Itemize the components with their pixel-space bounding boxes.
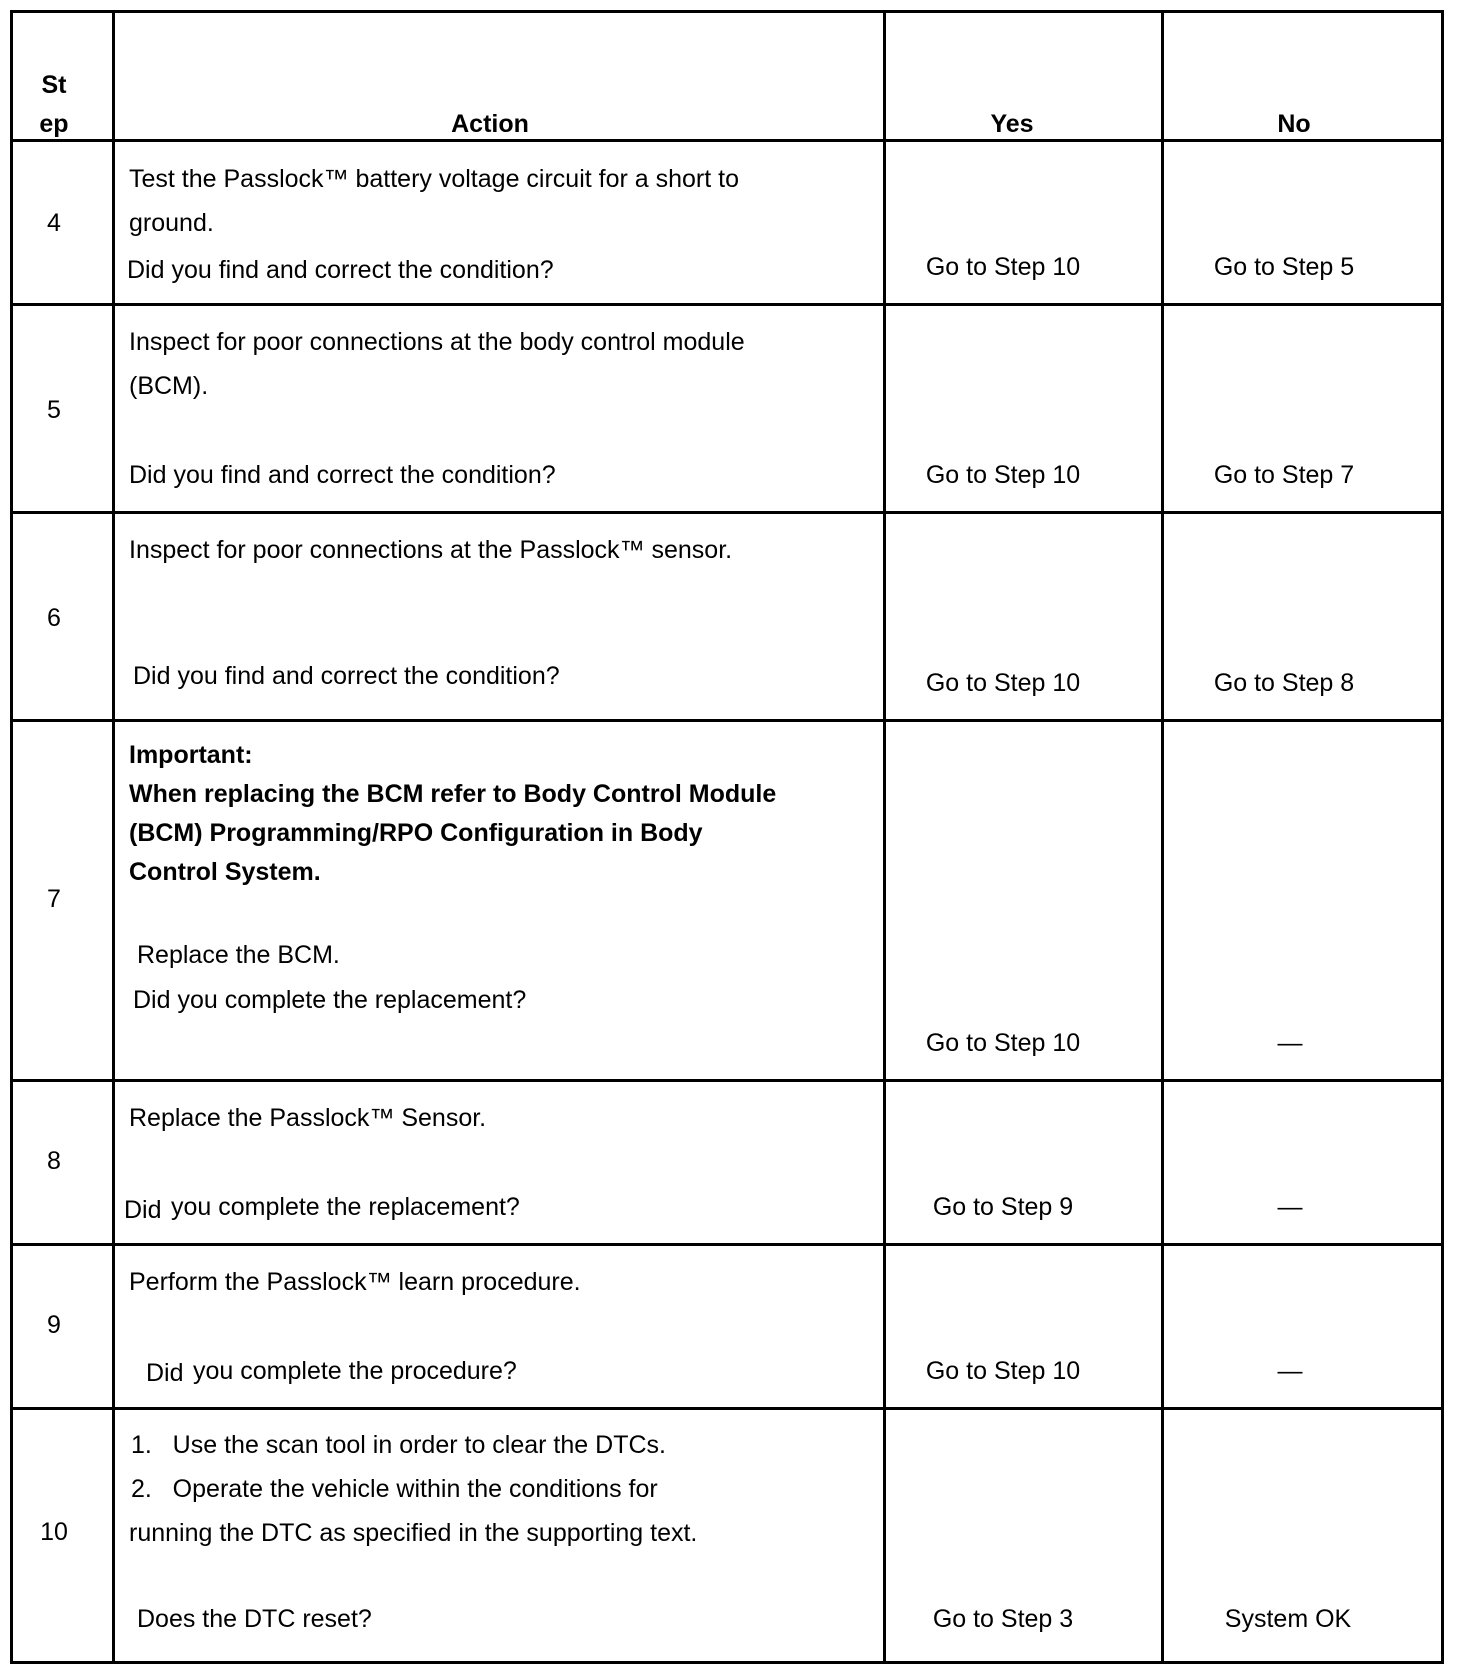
row-divider	[10, 139, 1444, 142]
row-divider	[10, 719, 1444, 722]
action-text: running the DTC as specified in the supporting text.	[129, 1519, 698, 1547]
no-result: —	[1277, 1029, 1303, 1057]
step-number: 7	[47, 885, 61, 913]
action-text: Replace the BCM.	[137, 941, 340, 969]
no-result: System OK	[1224, 1605, 1352, 1633]
important-note: (BCM) Programming/RPO Configuration in Body	[129, 819, 703, 847]
action-text: Test the Passlock™ battery voltage circuit for a short to	[129, 165, 739, 193]
no-result: —	[1277, 1193, 1303, 1221]
table-border-right	[1441, 10, 1444, 1664]
numbered-step: 1. Use the scan tool in order to clear the DTCs.	[131, 1431, 666, 1459]
question-text: you complete the replacement?	[171, 1193, 520, 1221]
row-divider	[10, 511, 1444, 514]
no-result: Go to Step 7	[1213, 461, 1355, 489]
column-divider-action	[883, 10, 886, 1664]
yes-result: Go to Step 3	[932, 1605, 1074, 1633]
table-border-top	[10, 10, 1444, 13]
header-yes: Yes	[990, 110, 1034, 138]
column-divider-yes	[1161, 10, 1164, 1664]
yes-result: Go to Step 10	[925, 669, 1081, 697]
numbered-step: 2. Operate the vehicle within the conditions for	[131, 1475, 658, 1503]
question-text: Does the DTC reset?	[137, 1605, 372, 1633]
step-number: 4	[47, 209, 61, 237]
question-text: you complete the procedure?	[193, 1357, 517, 1385]
action-text: Replace the Passlock™ Sensor.	[129, 1104, 487, 1132]
header-no: No	[1277, 110, 1311, 138]
yes-result: Go to Step 10	[925, 461, 1081, 489]
action-text: Inspect for poor connections at the Passlock™ sensor.	[129, 536, 733, 564]
question-text: Did you find and correct the condition?	[133, 662, 560, 690]
no-result: Go to Step 5	[1213, 253, 1355, 281]
question-text: Did you find and correct the condition?	[129, 461, 556, 489]
step-number: 9	[47, 1311, 61, 1339]
important-label: Important:	[129, 741, 253, 769]
no-result: —	[1277, 1357, 1303, 1385]
yes-result: Go to Step 10	[925, 1357, 1081, 1385]
table-border-bottom	[10, 1661, 1444, 1664]
yes-result: Go to Step 9	[932, 1193, 1074, 1221]
action-text: (BCM).	[129, 372, 209, 400]
question-did: Did	[146, 1359, 184, 1387]
row-divider	[10, 1079, 1444, 1082]
question-text: Did you complete the replacement?	[133, 986, 527, 1014]
table-border-left	[10, 10, 13, 1664]
header-step-line2: ep	[39, 110, 69, 138]
question-text: Did you find and correct the condition?	[127, 256, 554, 284]
step-number: 8	[47, 1147, 61, 1175]
header-action: Action	[451, 110, 529, 138]
step-number: 10	[40, 1518, 68, 1546]
important-note: When replacing the BCM refer to Body Control Module	[129, 780, 777, 808]
header-step-line1: St	[41, 71, 67, 99]
action-text: Perform the Passlock™ learn procedure.	[129, 1268, 581, 1296]
step-number: 5	[47, 396, 61, 424]
yes-result: Go to Step 10	[925, 1029, 1081, 1057]
row-divider	[10, 303, 1444, 306]
yes-result: Go to Step 10	[925, 253, 1081, 281]
no-result: Go to Step 8	[1213, 669, 1355, 697]
step-number: 6	[47, 604, 61, 632]
important-note: Control System.	[129, 858, 321, 886]
column-divider-step	[112, 10, 115, 1664]
question-did: Did	[124, 1196, 162, 1224]
action-text: Inspect for poor connections at the body control module	[129, 328, 745, 356]
row-divider	[10, 1243, 1444, 1246]
row-divider	[10, 1407, 1444, 1410]
action-text: ground.	[129, 209, 214, 237]
